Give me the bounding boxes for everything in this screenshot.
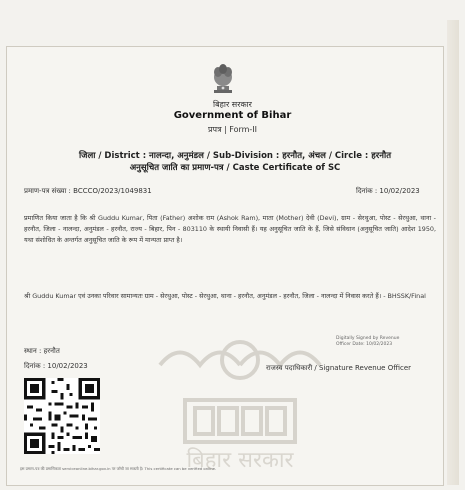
certificate-number: प्रमाण-पत्र संख्या : BCCCO/2023/1049831 — [24, 187, 152, 195]
state-name: बिहार सरकार — [213, 100, 252, 109]
qr-code-icon[interactable] — [24, 378, 100, 454]
government-logo-watermark — [140, 325, 340, 475]
footer-date: दिनांक : 10/02/2023 — [24, 362, 88, 370]
ashoka-emblem-icon — [206, 60, 240, 96]
issue-date: दिनांक : 10/02/2023 — [356, 187, 420, 195]
place-label: स्थान : हरनौत — [24, 347, 60, 355]
certificate-body-paragraph-2: श्री Guddu Kumar एवं उनका परिवार सामान्यतः ग्राम - सेरथुआ, पोस्ट - सेरथुआ, थाना - हरनौत, अनुमंडल - हरनौत, जिला - नालन्दा में निवास करते हैं। - BHSSK/Final — [24, 292, 426, 300]
form-label: प्रपत्र | Form-II — [207, 125, 258, 134]
district-line: जिला / District : नालन्दा, अनुमंडल / Sub-Division : हरनौत, अंचल / Circle : हरनौत — [78, 151, 392, 161]
watermark-text: बिहार सरकार — [186, 448, 294, 473]
government-title: Government of Bihar — [173, 110, 292, 121]
verification-footnote: इस प्रमाण-पत्र की प्रमाणिकता serviceonline.bihar.gov.in पर जाँची जा सकती है। This certificate can be verified online. — [20, 466, 217, 471]
signature-title: राजस्व पदाधिकारी / Signature Revenue Officer — [266, 364, 412, 372]
page-edge — [447, 20, 459, 485]
certificate-title: अनुसूचित जाति का प्रमाण-पत्र / Caste Certificate of SC — [129, 163, 341, 173]
digital-sign-note: Digitally Signed by Revenue Officer Date: 10/02/2023 — [336, 336, 400, 347]
certificate-body-paragraph-1: प्रमाणित किया जाता है कि श्री Guddu Kumar, पिता (Father) अशोक राम (Ashok Ram), माता (Mother) देवी (Devi), ग्राम - सेरथुआ, पोस्ट - सेरथुआ, थाना - हरनौत, जिला - नालन्दा, अनुमंडल - हरनौत, राज्य - बिहार, पिन - 803110 के स्थायी निवासी हैं। यह अनुसूचित जाति के हैं, जिसे संविधान (अनुसूचित जाति) आदेश 1950, यथा संशोधित के अन्तर्गत अनुसूचित जाति के रूप में मान्यता प्राप्त है। — [24, 214, 436, 244]
jurisdiction-and-title — [35, 150, 435, 174]
